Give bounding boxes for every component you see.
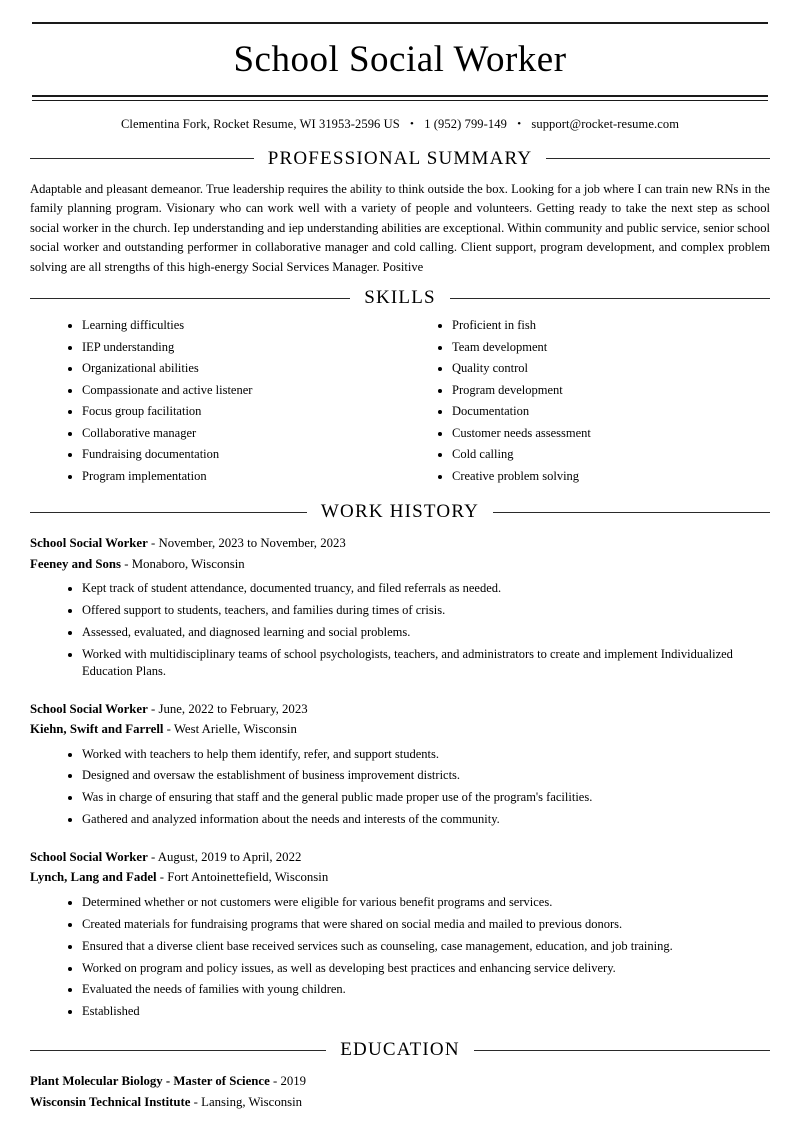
section-heading-label: EDUCATION xyxy=(340,1039,460,1061)
skills-column-left xyxy=(30,319,400,491)
section-heading-summary xyxy=(30,148,770,170)
job-company-line: Lynch, Lang and Fadel - Fort Antoinettefield, Wisconsin xyxy=(30,870,329,885)
list-item: • Evaluated the needs of families with young children. xyxy=(82,981,770,1003)
list-item: • Determined whether or not customers were eligible for various benefit programs and services. xyxy=(82,894,770,916)
list-item: • Gathered and analyzed information about the needs and interests of the community. xyxy=(82,811,770,833)
job-bullet-list xyxy=(30,894,770,1025)
section-education xyxy=(30,1039,770,1112)
education-location: Lansing, Wisconsin xyxy=(201,1094,303,1109)
list-item: • Quality control xyxy=(452,362,770,384)
list-item: • Designed and oversaw the establishment of business improvement districts. xyxy=(82,767,770,789)
list-item: • Proficient in fish xyxy=(452,319,770,341)
education-program-line: Plant Molecular Biology - Master of Science - 2019 xyxy=(30,1074,307,1089)
contact-line xyxy=(30,101,770,138)
section-heading-label: SKILLS xyxy=(364,287,436,309)
job-title-line: School Social Worker - August, 2019 to April, 2022 xyxy=(30,850,302,865)
section-work-history xyxy=(30,501,770,1025)
list-item: • Cold calling xyxy=(452,448,770,470)
job-company: Kiehn, Swift and Farrell xyxy=(30,722,164,737)
list-item: • Creative problem solving xyxy=(452,470,770,492)
contact-address: Clementina Fork, Rocket Resume, WI 31953-2596 US xyxy=(120,116,400,131)
job-bullet-list xyxy=(30,746,770,834)
list-item: • Ensured that a diverse client base received services such as counseling, case management, education, and job training. xyxy=(82,938,770,960)
page-title: School Social Worker xyxy=(233,39,567,80)
list-item: • Assessed, evaluated, and diagnosed learning and social problems. xyxy=(82,624,770,646)
list-item: • Organizational abilities xyxy=(82,362,400,384)
resume-header xyxy=(30,22,770,138)
heading-rule-right xyxy=(546,158,770,159)
education-list xyxy=(30,1071,770,1112)
job-company-line: Feeney and Sons - Monaboro, Wisconsin xyxy=(30,556,245,571)
job-location: Monaboro, Wisconsin xyxy=(131,556,245,571)
section-heading-education xyxy=(30,1039,770,1061)
job-company: Lynch, Lang and Fadel xyxy=(30,870,157,885)
section-heading-label: PROFESSIONAL SUMMARY xyxy=(267,147,533,169)
list-item: • Established xyxy=(82,1003,770,1025)
job-dates: June, 2022 to February, 2023 xyxy=(158,701,308,716)
list-item: • Learning difficulties xyxy=(82,319,400,341)
education-program: Plant Molecular Biology - Master of Science xyxy=(30,1074,270,1089)
section-skills xyxy=(30,287,770,491)
job-title: School Social Worker xyxy=(30,536,148,551)
section-heading-skills xyxy=(30,287,770,309)
job-title: School Social Worker xyxy=(30,701,148,716)
contact-email[interactable]: support@rocket-resume.com xyxy=(531,116,680,131)
list-item: • Kept track of student attendance, documented truancy, and filed referrals as needed. xyxy=(82,580,770,602)
heading-rule-left xyxy=(30,158,254,159)
work-history-entry xyxy=(30,699,770,833)
summary-text: Adaptable and pleasant demeanor. True leadership requires the ability to think outside the box. Looking for a job where I can train new RNs in the family planning program. Visionary who can work well with a variety of people and volunteers. Getting ready to take the next step as school social worker in the church. Iep understanding and iep understanding abilities are exceptional. Within community and public service, senior school social worker and outstanding performer in collaborative manager and cold calling. Client support, program development, and complex problem solving are all strengths of this high-energy Social Services Manager. Positive xyxy=(30,181,770,274)
job-title-line: School Social Worker - November, 2023 to November, 2023 xyxy=(30,536,346,551)
education-year: 2019 xyxy=(280,1074,307,1089)
contact-separator-1: • xyxy=(410,117,414,130)
job-dates: August, 2019 to April, 2022 xyxy=(157,850,302,865)
list-item: • Worked with teachers to help them identify, refer, and support students. xyxy=(82,746,770,768)
list-item: • Worked with multidisciplinary teams of school psychologists, teachers, and administrators to create and implement Individualized Education Plans. xyxy=(82,646,770,685)
heading-rule-right xyxy=(450,298,770,299)
job-company: Feeney and Sons xyxy=(30,556,122,571)
list-item: • Team development xyxy=(452,341,770,363)
list-item: • Focus group facilitation xyxy=(82,405,400,427)
section-heading-work-history xyxy=(30,501,770,523)
heading-rule-right xyxy=(493,512,770,513)
list-item: • Collaborative manager xyxy=(82,427,400,449)
job-location: Fort Antoinettefield, Wisconsin xyxy=(167,870,329,885)
education-school-line: Wisconsin Technical Institute - Lansing, Wisconsin xyxy=(30,1094,303,1109)
education-entry xyxy=(30,1071,770,1112)
job-title-line: School Social Worker - June, 2022 to February, 2023 xyxy=(30,701,308,716)
work-history-entry xyxy=(30,533,770,684)
list-item: • Created materials for fundraising programs that were shared on social media and mailed to previous donors. xyxy=(82,916,770,938)
skills-columns xyxy=(30,319,770,491)
list-item: • Was in charge of ensuring that staff and the general public made proper use of the program's facilities. xyxy=(82,789,770,811)
list-item: • Worked on program and policy issues, as well as developing best practices and enhancing service delivery. xyxy=(82,960,770,982)
list-item: • Customer needs assessment xyxy=(452,427,770,449)
job-title: School Social Worker xyxy=(30,850,148,865)
heading-rule-left xyxy=(30,512,307,513)
list-item: • Fundraising documentation xyxy=(82,448,400,470)
job-dates: November, 2023 to November, 2023 xyxy=(158,536,346,551)
work-history-entry xyxy=(30,847,770,1025)
job-bullet-list xyxy=(30,580,770,684)
list-item: • Compassionate and active listener xyxy=(82,384,400,406)
section-professional-summary xyxy=(30,148,770,278)
list-item: • Documentation xyxy=(452,405,770,427)
list-item: • Program implementation xyxy=(82,470,400,492)
job-location: West Arielle, Wisconsin xyxy=(173,722,297,737)
contact-separator-2: • xyxy=(517,117,522,130)
skills-column-right xyxy=(400,319,770,491)
heading-rule-right xyxy=(474,1050,770,1051)
contact-phone: 1 (952) 799-149 xyxy=(424,116,507,131)
work-history-list xyxy=(30,533,770,1025)
list-item: • Program development xyxy=(452,384,770,406)
heading-rule-left xyxy=(30,298,350,299)
section-heading-label: WORK HISTORY xyxy=(320,501,480,523)
education-school: Wisconsin Technical Institute xyxy=(30,1094,191,1109)
job-company-line: Kiehn, Swift and Farrell - West Arielle, Wisconsin xyxy=(30,722,297,737)
list-item: • Offered support to students, teachers, and families during times of crisis. xyxy=(82,602,770,624)
list-item: • IEP understanding xyxy=(82,341,400,363)
heading-rule-left xyxy=(30,1050,326,1051)
